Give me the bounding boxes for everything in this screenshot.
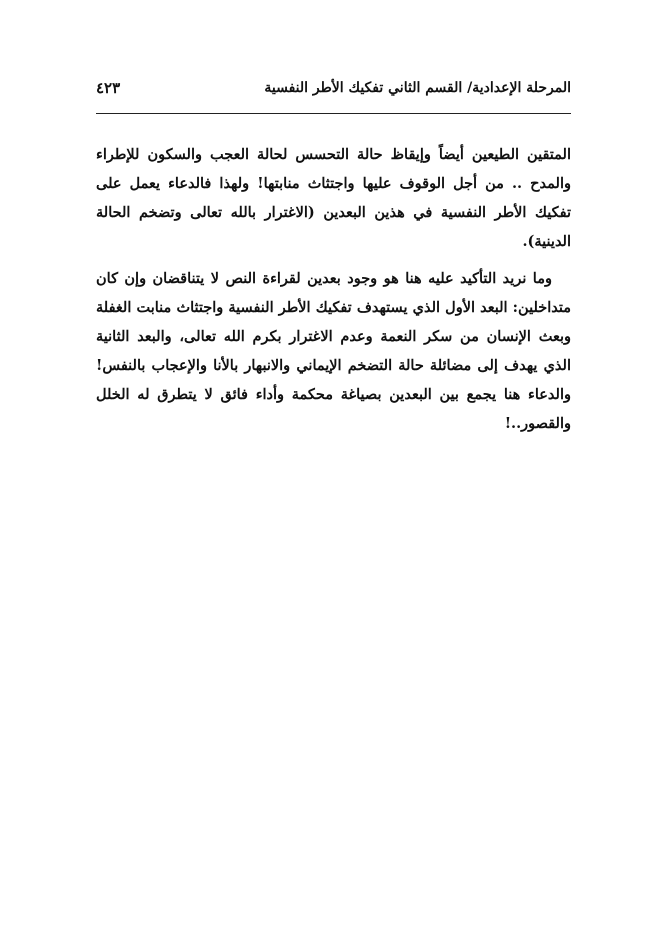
header-divider (96, 113, 571, 114)
page-number: ٤٢٣ (96, 79, 121, 97)
body-text (96, 140, 571, 438)
running-header (96, 76, 571, 100)
paragraph-continuation: المتقين الطيعين أيضاً وإيقاظ حالة التحسس لحالة العجب والسكون للإطراء والمدح .. من أجل الوقوف عليها واجتثاث منابتها! ولهذا فالدعاء يعمل على تفكيك الأطر النفسية في هذين البعدين (الاغترار بالله تعالى وتضخم الحالة الدينية). (96, 146, 571, 250)
running-header-title: المرحلة الإعدادية/ القسم الثاني تفكيك الأطر النفسية (264, 80, 571, 96)
paragraph: وما نريد التأكيد عليه هنا هو وجود بعدين لقراءة النص لا يتناقضان وإن كان متداخلين: البعد الأول الذي يستهدف تفكيك الأطر النفسية واجتثاث منابت الغفلة وبعث الإنسان من سكر النعمة وعدم الاغترار بكرم الله تعالى، والبعد الثانية الذي يهدف إلى مضائلة حالة التضخم الإيماني والانبهار بالأنا والإعجاب بالنفس! والدعاء هنا يجمع بين البعدين بصياغة محكمة وأداء فائق لا يتطرق له الخلل والقصور..! (96, 270, 571, 432)
